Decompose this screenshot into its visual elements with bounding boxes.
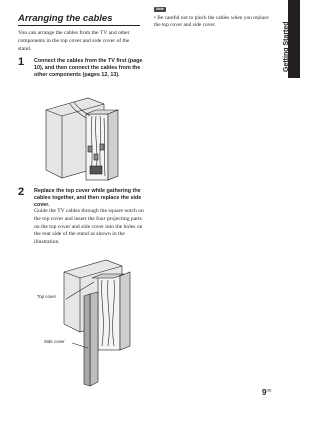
page-number: $9^{GB}$: [262, 388, 272, 397]
step-2-detail: Guide the TV cables through the square notch on the top cover and insert the four projecting parts on the top cover and side cover into the holes on the rear side of the stand as shown in the illustration.: [34, 208, 144, 246]
side-cover-label: Side cover: [44, 339, 65, 344]
step-1-number: 1: [18, 56, 25, 68]
note-badge: Note: [154, 7, 166, 12]
step-2-number: 2: [18, 186, 25, 198]
section-tab-label: Getting Started: [283, 21, 290, 72]
cable-connection-illustration: [44, 96, 120, 186]
cover-replacement-illustration: [40, 258, 136, 388]
page-title: Arranging the cables: [18, 14, 140, 26]
step-1-text: Connect the cables from the TV first (page 10), and then connect the cables from the other components (pages 12, 13).: [34, 58, 143, 79]
intro-paragraph: You can arrange the cables from the TV and other components in the top cover and side cover of the stand.: [18, 30, 130, 52]
note-text: • Be careful not to pinch the cables when you replace the top cover and side cover.: [154, 15, 269, 29]
top-cover-label: Top cover: [37, 294, 57, 299]
step-2-text: Replace the top cover while gathering the cables together, and then replace the side cover.: [34, 188, 142, 209]
